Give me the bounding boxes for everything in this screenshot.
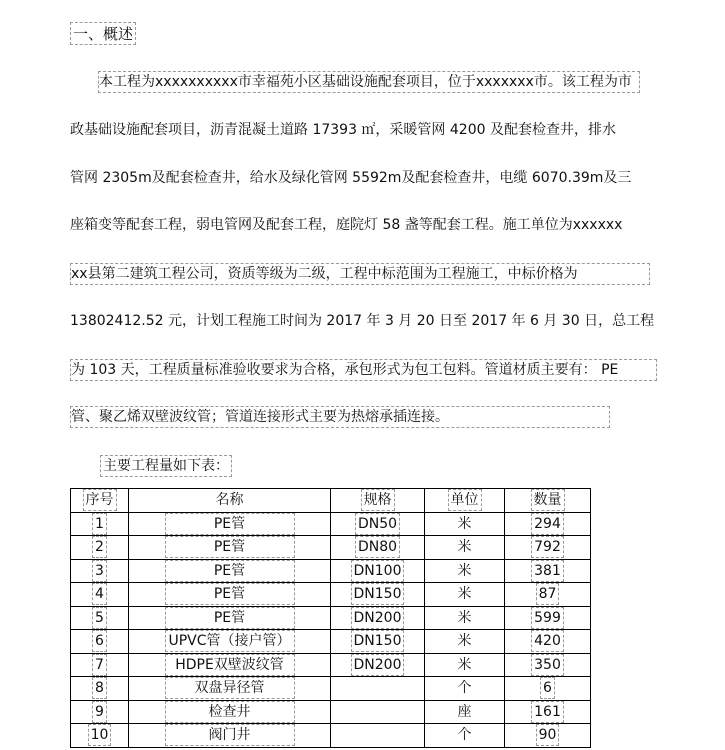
header-spec: 规格 <box>331 489 425 513</box>
cell-unit: 米 <box>425 559 505 583</box>
cell-spec: DN150 <box>331 630 425 654</box>
cell-index: 8 <box>71 677 129 701</box>
paragraph-line: 本工程为xxxxxxxxxx市幸福苑小区基础设施配套项目，位于xxxxxxx市。该工程为市 <box>98 71 640 93</box>
cell-index: 7 <box>71 653 129 677</box>
cell-unit: 个 <box>425 677 505 701</box>
table-row <box>71 700 591 724</box>
header-unit: 单位 <box>425 489 505 513</box>
cell-quantity: 381 <box>505 559 591 583</box>
quantity-table <box>70 488 591 748</box>
table-row <box>71 724 591 748</box>
table-row <box>71 536 591 560</box>
cell-name: PE管 <box>129 512 331 536</box>
table-row <box>71 606 591 630</box>
cell-index: 10 <box>71 724 129 748</box>
cell-index: 9 <box>71 700 129 724</box>
cell-quantity: 599 <box>505 606 591 630</box>
paragraph-line: xx县第二建筑工程公司，资质等级为二级，工程中标范围为工程施工，中标价格为 <box>70 263 650 285</box>
cell-index: 3 <box>71 559 129 583</box>
table-row <box>71 559 591 583</box>
cell-unit: 米 <box>425 630 505 654</box>
paragraph-line: 座箱变等配套工程，弱电管网及配套工程，庭院灯 58 盏等配套工程。施工单位为xxxxxx <box>70 217 623 233</box>
cell-spec <box>331 724 425 748</box>
cell-name: 阀门井 <box>129 724 331 748</box>
cell-unit: 米 <box>425 606 505 630</box>
header-name: 名称 <box>129 489 331 513</box>
cell-spec: DN80 <box>331 536 425 560</box>
cell-name: PE管 <box>129 606 331 630</box>
section-heading: 一、概述 <box>70 22 136 45</box>
table-row <box>71 583 591 607</box>
cell-unit: 米 <box>425 512 505 536</box>
cell-quantity: 161 <box>505 700 591 724</box>
cell-quantity: 6 <box>505 677 591 701</box>
cell-quantity: 90 <box>505 724 591 748</box>
table-row <box>71 512 591 536</box>
cell-spec <box>331 677 425 701</box>
header-quantity: 数量 <box>505 489 591 513</box>
paragraph-line: 管、聚乙烯双壁波纹管；管道连接形式主要为热熔承插连接。 <box>70 406 610 428</box>
cell-unit: 米 <box>425 583 505 607</box>
paragraph-line: 管网 2305m及配套检查井，给水及绿化管网 5592m及配套检查井，电缆 6070.39m及三 <box>70 170 632 186</box>
cell-name: PE管 <box>129 583 331 607</box>
cell-index: 4 <box>71 583 129 607</box>
cell-name: 检查井 <box>129 700 331 724</box>
cell-quantity: 294 <box>505 512 591 536</box>
cell-name: 双盘异径管 <box>129 677 331 701</box>
cell-spec: DN150 <box>331 583 425 607</box>
cell-spec <box>331 700 425 724</box>
cell-name: PE管 <box>129 536 331 560</box>
table-row <box>71 677 591 701</box>
cell-unit: 个 <box>425 724 505 748</box>
cell-spec: DN100 <box>331 559 425 583</box>
paragraph-line: 政基础设施配套项目，沥青混凝土道路 17393 ㎡，采暖管网 4200 及配套检查井，排水 <box>70 122 616 138</box>
cell-unit: 米 <box>425 653 505 677</box>
cell-index: 5 <box>71 606 129 630</box>
cell-quantity: 792 <box>505 536 591 560</box>
cell-index: 1 <box>71 512 129 536</box>
cell-quantity: 420 <box>505 630 591 654</box>
cell-spec: DN200 <box>331 653 425 677</box>
cell-unit: 米 <box>425 536 505 560</box>
cell-spec: DN50 <box>331 512 425 536</box>
cell-name: PE管 <box>129 559 331 583</box>
cell-index: 6 <box>71 630 129 654</box>
cell-name: UPVC管（接户管） <box>129 630 331 654</box>
table-header-row <box>71 489 591 513</box>
cell-unit: 座 <box>425 700 505 724</box>
table-row <box>71 653 591 677</box>
cell-quantity: 87 <box>505 583 591 607</box>
paragraph-line: 13802412.52 元，计划工程施工时间为 2017 年 3 月 20 日至 2017 年 6 月 30 日，总工程 <box>70 313 655 329</box>
table-caption: 主要工程量如下表： <box>100 455 232 477</box>
cell-quantity: 350 <box>505 653 591 677</box>
cell-spec: DN200 <box>331 606 425 630</box>
header-index: 序号 <box>71 489 129 513</box>
cell-index: 2 <box>71 536 129 560</box>
table-row <box>71 630 591 654</box>
paragraph-line: 为 103 天，工程质量标准验收要求为合格，承包形式为包工包料。管道材质主要有： PE <box>70 359 657 381</box>
cell-name: HDPE双壁波纹管 <box>129 653 331 677</box>
